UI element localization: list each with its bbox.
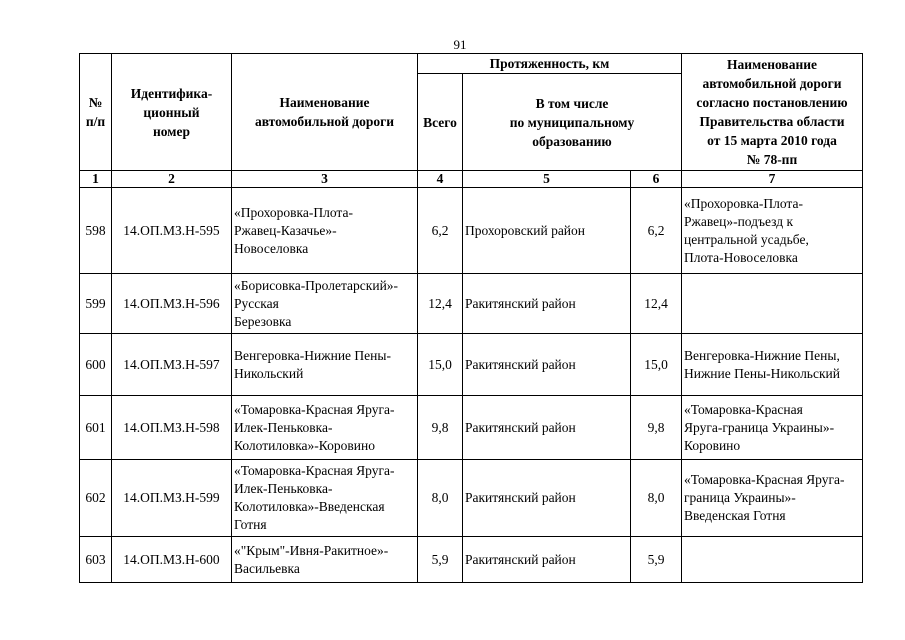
municipal-length: 12,4 bbox=[631, 274, 682, 334]
municipal-length: 6,2 bbox=[631, 188, 682, 274]
road-id: 14.ОП.МЗ.Н-600 bbox=[112, 537, 232, 583]
header-id: Идентифика- ционный номер bbox=[112, 54, 232, 171]
length-total: 12,4 bbox=[418, 274, 463, 334]
decree-road-name bbox=[682, 537, 863, 583]
road-name: «Прохоровка-Плота- Ржавец-Казачье»- Новоселовка bbox=[232, 188, 418, 274]
municipality: Ракитянский район bbox=[463, 334, 631, 396]
row-number: 600 bbox=[80, 334, 112, 396]
municipality: Ракитянский район bbox=[463, 396, 631, 460]
road-name: «Томаровка-Красная Яруга- Илек-Пеньковка- Колотиловка»-Введенская Готня bbox=[232, 460, 418, 537]
table-row bbox=[80, 537, 863, 583]
table-row bbox=[80, 334, 863, 396]
municipality: Ракитянский район bbox=[463, 274, 631, 334]
column-number: 4 bbox=[418, 171, 463, 188]
road-name: «"Крым"-Ивня-Ракитное»- Васильевка bbox=[232, 537, 418, 583]
column-number: 2 bbox=[112, 171, 232, 188]
row-number: 602 bbox=[80, 460, 112, 537]
road-name: Венгеровка-Нижние Пены- Никольский bbox=[232, 334, 418, 396]
table-row bbox=[80, 460, 863, 537]
municipality: Прохоровский район bbox=[463, 188, 631, 274]
decree-road-name: Венгеровка-Нижние Пены, Нижние Пены-Никольский bbox=[682, 334, 863, 396]
municipal-length: 8,0 bbox=[631, 460, 682, 537]
road-id: 14.ОП.МЗ.Н-595 bbox=[112, 188, 232, 274]
column-number: 3 bbox=[232, 171, 418, 188]
page-number: 91 bbox=[453, 37, 467, 52]
header-length-group: Протяженность, км bbox=[418, 54, 682, 74]
header-name: Наименование автомобильной дороги bbox=[232, 54, 418, 171]
road-id: 14.ОП.МЗ.Н-597 bbox=[112, 334, 232, 396]
road-name: «Томаровка-Красная Яруга- Илек-Пеньковка- Колотиловка»-Коровино bbox=[232, 396, 418, 460]
length-total: 9,8 bbox=[418, 396, 463, 460]
municipal-length: 5,9 bbox=[631, 537, 682, 583]
municipality: Ракитянский район bbox=[463, 460, 631, 537]
roads-table bbox=[79, 53, 863, 583]
length-total: 8,0 bbox=[418, 460, 463, 537]
column-number: 5 bbox=[463, 171, 631, 188]
road-id: 14.ОП.МЗ.Н-599 bbox=[112, 460, 232, 537]
table-row bbox=[80, 274, 863, 334]
header-no: № п/п bbox=[80, 54, 112, 171]
column-number: 1 bbox=[80, 171, 112, 188]
decree-road-name: «Томаровка-Красная Яруга- граница Украины»- Введенская Готня bbox=[682, 460, 863, 537]
table-row bbox=[80, 188, 863, 274]
header-municipal: В том числе по муниципальному образованию bbox=[463, 74, 682, 171]
length-total: 5,9 bbox=[418, 537, 463, 583]
length-total: 6,2 bbox=[418, 188, 463, 274]
table-row bbox=[80, 396, 863, 460]
municipal-length: 9,8 bbox=[631, 396, 682, 460]
row-number: 601 bbox=[80, 396, 112, 460]
length-total: 15,0 bbox=[418, 334, 463, 396]
header-decree-name: Наименование автомобильной дороги согласно постановлению Правительства области от 15 марта 2010 года № 78-пп bbox=[682, 54, 863, 171]
decree-road-name bbox=[682, 274, 863, 334]
road-id: 14.ОП.МЗ.Н-598 bbox=[112, 396, 232, 460]
row-number: 603 bbox=[80, 537, 112, 583]
decree-road-name: «Томаровка-Красная Яруга-граница Украины»- Коровино bbox=[682, 396, 863, 460]
municipality: Ракитянский район bbox=[463, 537, 631, 583]
column-number-row bbox=[80, 171, 863, 188]
column-number: 7 bbox=[682, 171, 863, 188]
header-total: Всего bbox=[418, 74, 463, 171]
road-id: 14.ОП.МЗ.Н-596 bbox=[112, 274, 232, 334]
row-number: 598 bbox=[80, 188, 112, 274]
column-number: 6 bbox=[631, 171, 682, 188]
row-number: 599 bbox=[80, 274, 112, 334]
road-name: «Борисовка-Пролетарский»- Русская Березовка bbox=[232, 274, 418, 334]
municipal-length: 15,0 bbox=[631, 334, 682, 396]
decree-road-name: «Прохоровка-Плота- Ржавец»-подъезд к центральной усадьбе, Плота-Новоселовка bbox=[682, 188, 863, 274]
